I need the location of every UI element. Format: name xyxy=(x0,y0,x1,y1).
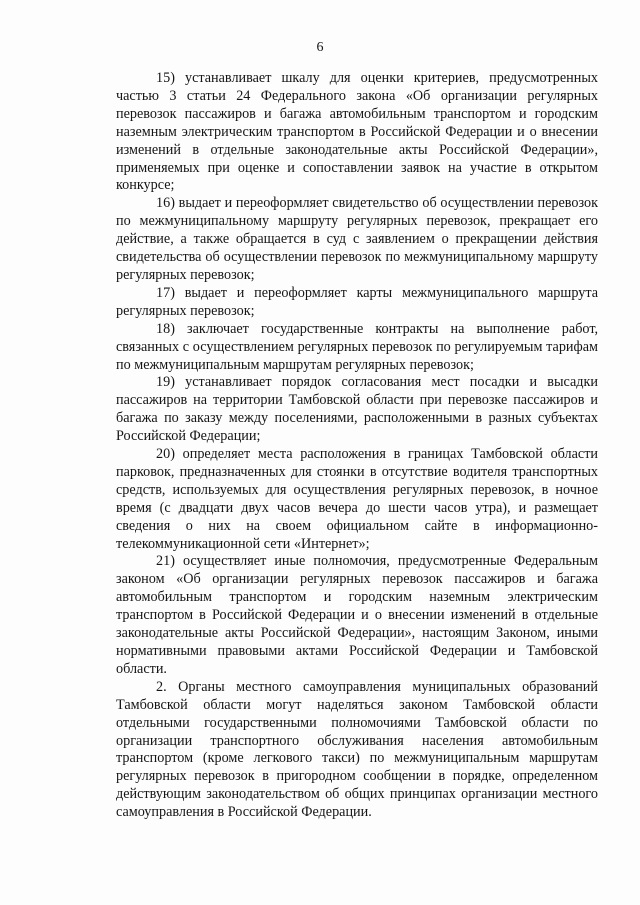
page-number: 6 xyxy=(316,40,324,55)
paragraph-item-20: 20) определяет места расположения в границах Тамбовской области парковок, предназначенных для стоянки в отсутствие водителя транспортных средств, используемых для осуществления регулярных перевозок, в ночное время (с двадцати двух часов вечера до шести часов утра), и размещает сведения о них на своем официальном сайте в информационно-телекоммуникационной сети «Интернет»; xyxy=(116,446,598,552)
paragraph-item-15: 15) устанавливает шкалу для оценки критериев, предусмотренных частью 3 статьи 24 Федерального закона «Об организации регулярных перевозок пассажиров и багажа автомобильным транспортом и городским наземным электрическим транспортом в Российской Федерации и о внесении изменений в отдельные законодательные акты Российской Федерации», применяемых при оценке и сопоставлении заявок на участие в открытом конкурсе; xyxy=(116,70,598,194)
paragraph-item-21: 21) осуществляет иные полномочия, предусмотренные Федеральным законом «Об организации регулярных перевозок пассажиров и багажа автомобильным транспортом и городским наземным электрическим транспортом в Российской Федерации и о внесении изменений в отдельные законодательные акты Российской Федерации», настоящим Законом, иными нормативными правовыми актами Российской Федерации и Тамбовской области. xyxy=(116,553,598,677)
paragraph-item-17: 17) выдает и переоформляет карты межмуниципального маршрута регулярных перевозок; xyxy=(116,284,598,319)
paragraph-item-19: 19) устанавливает порядок согласования мест посадки и высадки пассажиров на территории Тамбовской области при перевозке пассажиров и багажа по заказу между поселениями, расположенными в разных субъектах Российской Федерации; xyxy=(116,374,598,445)
document-body xyxy=(116,70,598,822)
paragraph-item-18: 18) заключает государственные контракты на выполнение работ, связанных с осуществлением регулярных перевозок по регулируемым тарифам по межмуниципальным маршрутам регулярных перевозок; xyxy=(116,320,598,373)
paragraph-section-2: 2. Органы местного самоуправления муниципальных образований Тамбовской области могут наделяться законом Тамбовской области отдельными государственными полномочиями Тамбовской области по организации транспортного обслуживания населения автомобильным транспортом (кроме легкового такси) по межмуниципальным маршрутам регулярных перевозок в пригородном сообщении в порядке, определенном действующим законодательством об общих принципах организации местного самоуправления в Российской Федерации. xyxy=(116,678,598,821)
paragraph-item-16: 16) выдает и переоформляет свидетельство об осуществлении перевозок по межмуниципальному маршруту регулярных перевозок, прекращает его действие, а также обращается в суд с заявлением о прекращении действия свидетельства об осуществлении перевозок по межмуниципальному маршруту регулярных перевозок; xyxy=(116,195,598,283)
